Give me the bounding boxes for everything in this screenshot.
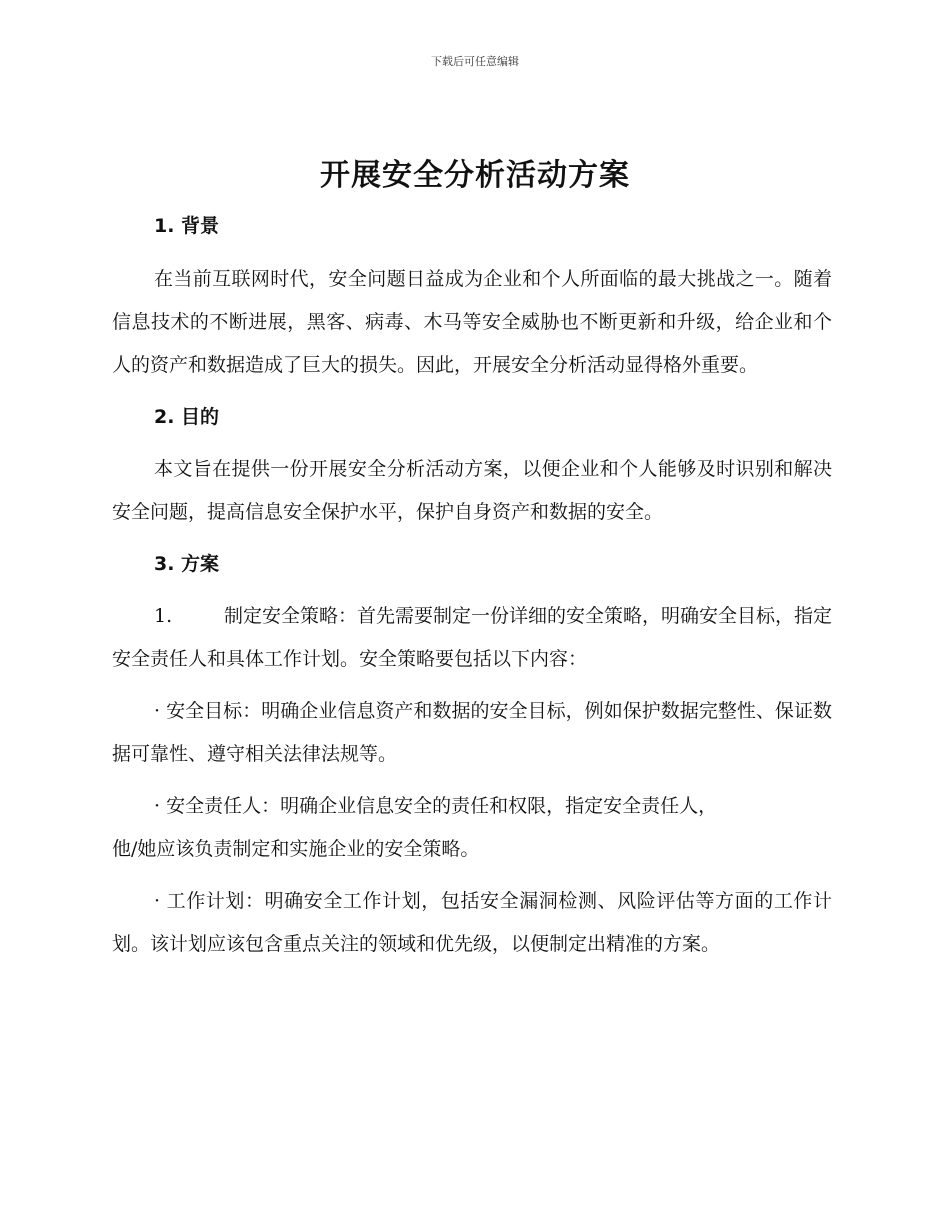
plan-item-1	[112, 595, 832, 681]
plan-item-1-text: 制定安全策略：首先需要制定一份详细的安全策略，明确安全目标，指定安全责任人和具体工作计划。安全策略要包括以下内容：	[112, 605, 833, 670]
bullet-work-plan: · 工作计划：明确安全工作计划，包括安全漏洞检测、风险评估等方面的工作计划。该计划应该包含重点关注的领域和优先级，以便制定出精准的方案。	[112, 890, 832, 955]
bullet-responsible-person-line2: 他/她应该负责制定和实施企业的安全策略。	[112, 838, 480, 860]
section-heading-plan: 3. 方案	[154, 553, 220, 575]
bullet-security-goal: · 安全目标：明确企业信息资产和数据的安全目标，例如保护数据完整性、保证数据可靠性、遵守相关法律法规等。	[112, 700, 832, 765]
bullet-responsible-person-line1: · 安全责任人：明确企业信息安全的责任和权限，指定安全责任人，	[154, 795, 718, 817]
background-paragraph: 在当前互联网时代，安全问题日益成为企业和个人所面临的最大挑战之一。随着信息技术的不断进展，黑客、病毒、木马等安全威胁也不断更新和升级，给企业和个人的资产和数据造成了巨大的损失。因此，开展安全分析活动显得格外重要。	[112, 268, 832, 376]
document-body	[112, 205, 832, 966]
section-heading-purpose: 2. 目的	[154, 406, 220, 428]
plan-item-1-number: 1.	[154, 605, 173, 627]
header-note: 下载后可任意编辑	[431, 55, 519, 68]
document-title: 开展安全分析活动方案	[320, 158, 630, 193]
section-heading-background: 1. 背景	[154, 215, 220, 237]
purpose-paragraph: 本文旨在提供一份开展安全分析活动方案，以便企业和个人能够及时识别和解决安全问题，提高信息安全保护水平，保护自身资产和数据的安全。	[112, 458, 832, 523]
